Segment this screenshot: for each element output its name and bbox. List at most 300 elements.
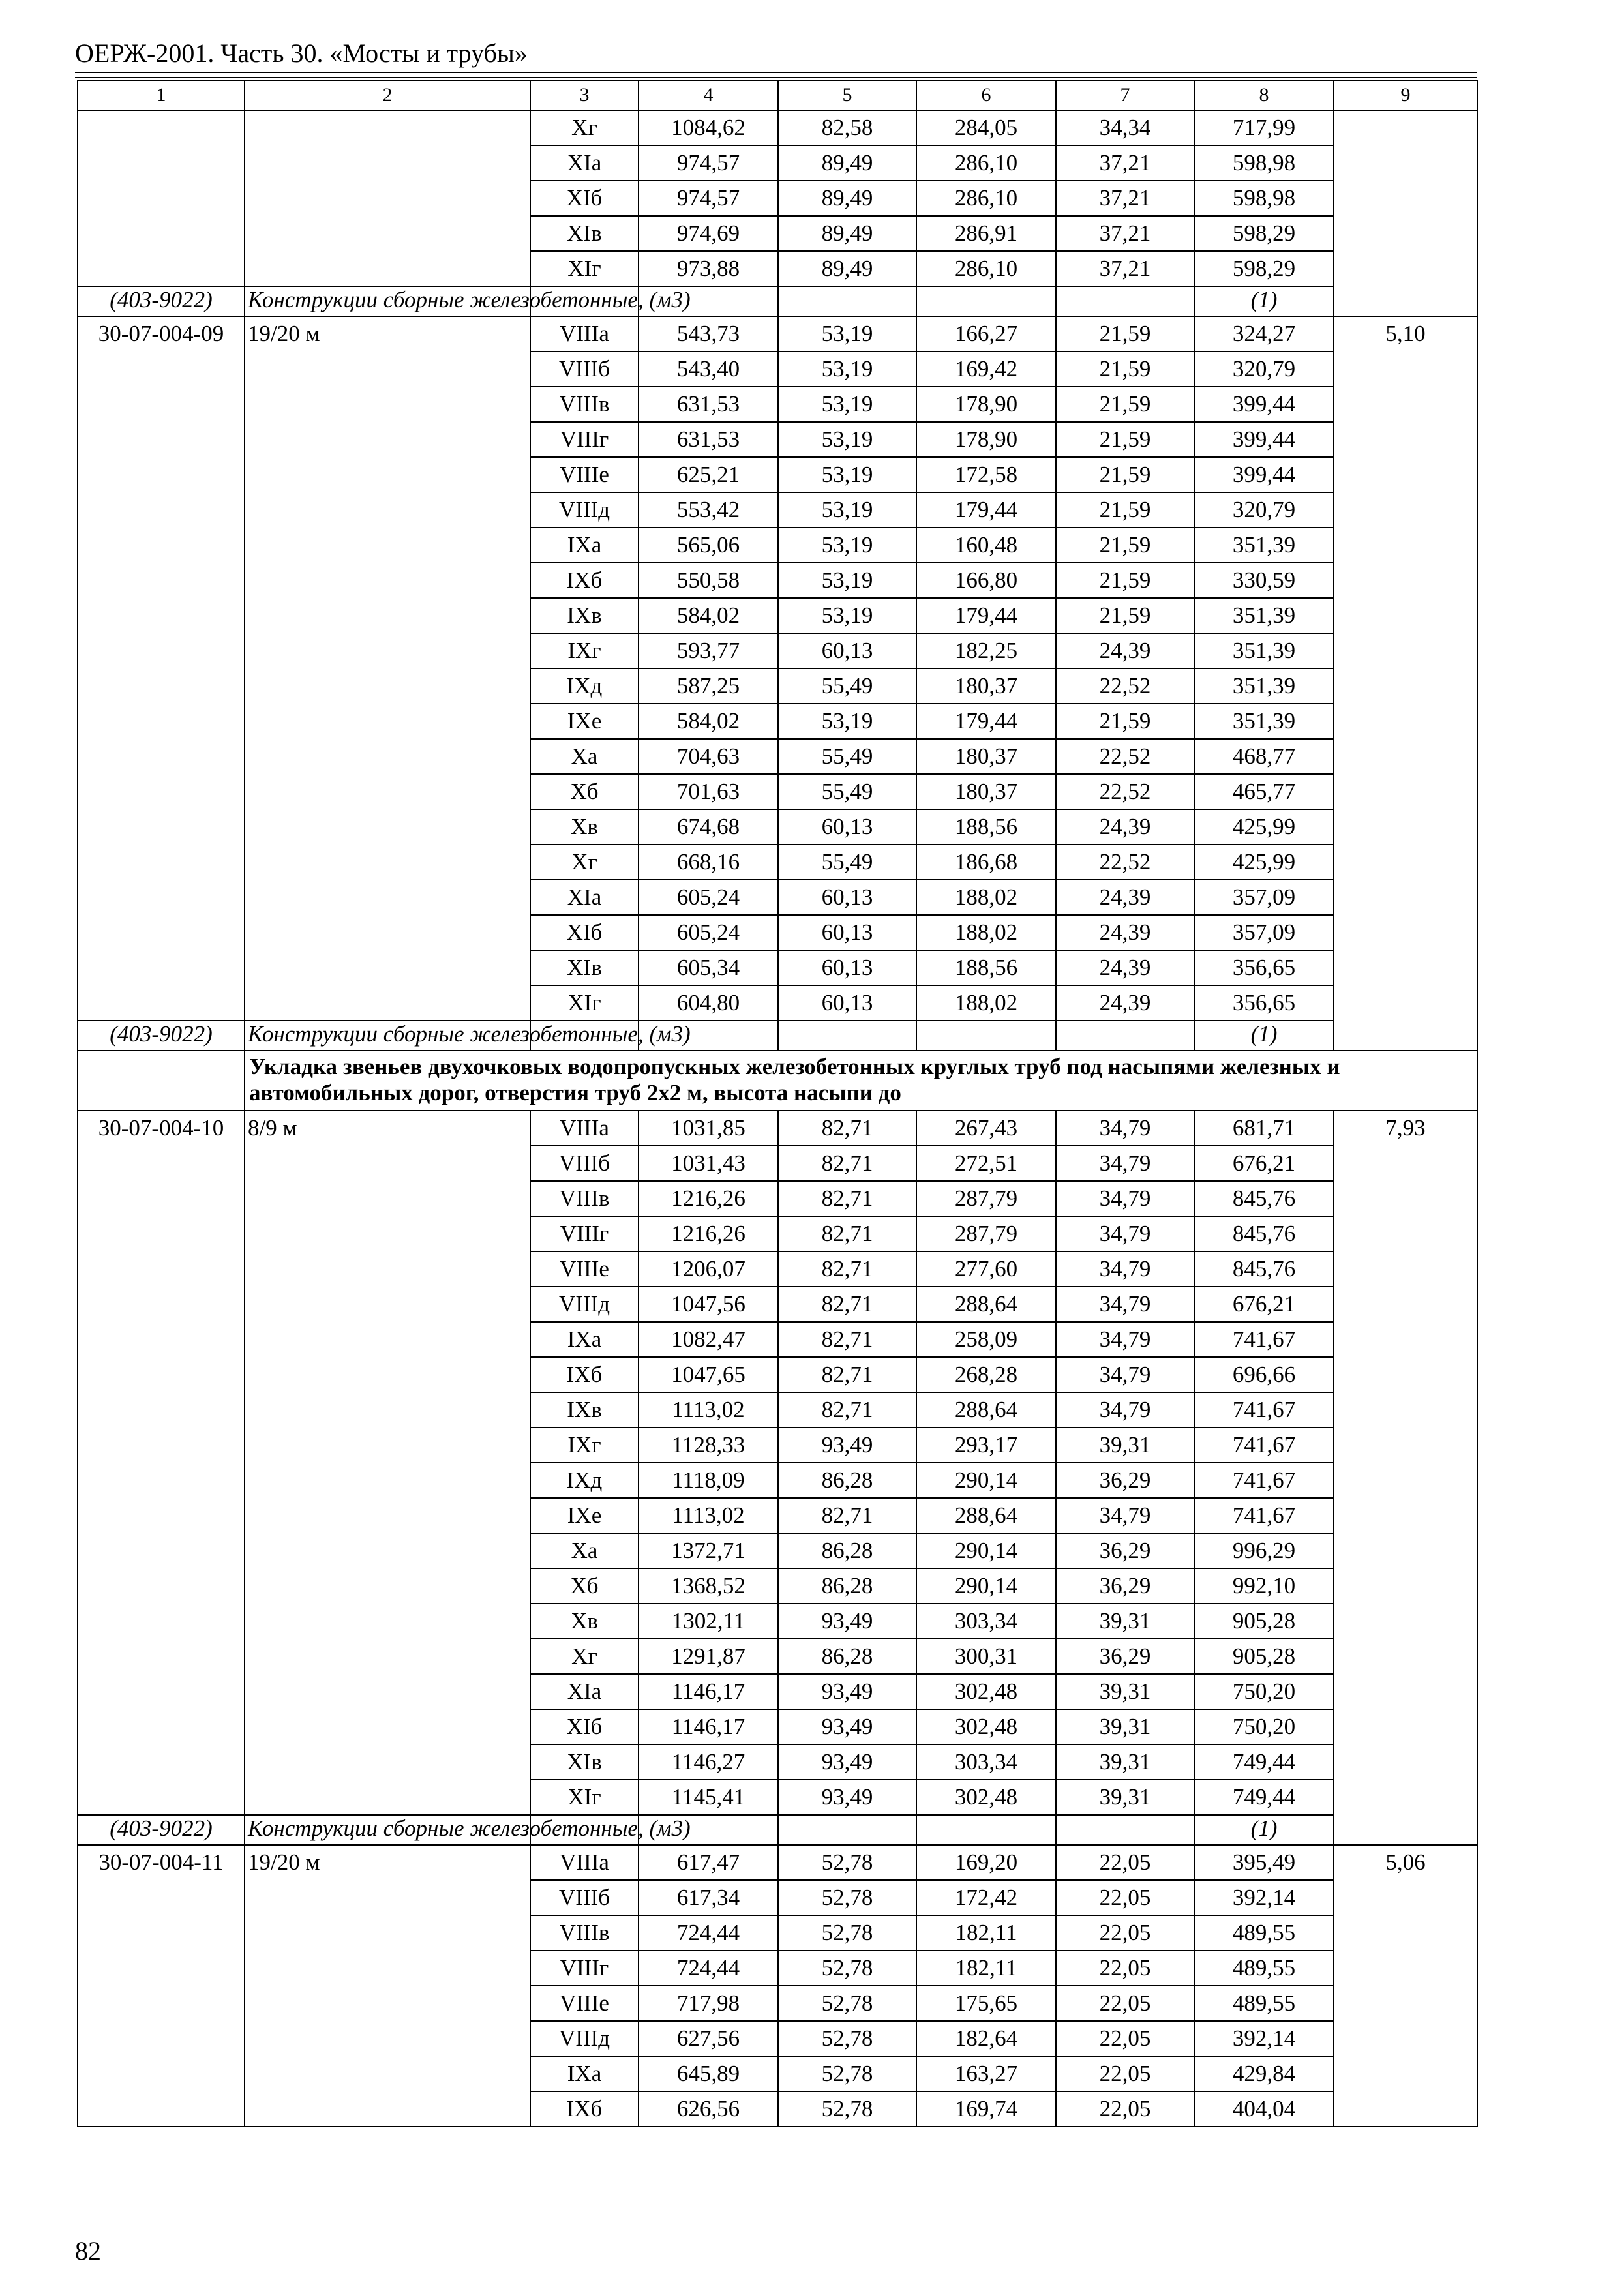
cell-col-5: 89,49 xyxy=(778,145,916,181)
cell-col-7: 39,31 xyxy=(1056,1674,1194,1709)
cell-col-3: IXе xyxy=(530,704,639,739)
cell-col-4: 974,69 xyxy=(639,216,778,251)
header-rule-bottom xyxy=(75,77,1477,78)
cell-col-3: Xб xyxy=(530,774,639,809)
cell-col-4: 701,63 xyxy=(639,774,778,809)
column-number-row xyxy=(78,80,1477,110)
cell-col-8: 351,39 xyxy=(1194,598,1334,633)
cell-col-8: 598,29 xyxy=(1194,251,1334,286)
cell-col-4: 1216,26 xyxy=(639,1181,778,1216)
cell-col-6: 166,80 xyxy=(916,563,1056,598)
cell-col-4: 1084,62 xyxy=(639,110,778,145)
cell-col-3: Xв xyxy=(530,809,639,845)
section-title: Укладка звеньев двухочковых водопропускных железобетонных круглых труб под насыпями железных и автомобильных дорог, отверстия труб 2x2 м, высота насыпи до xyxy=(245,1051,1477,1111)
cell-col-3: XIв xyxy=(530,1744,639,1780)
rate-name: 8/9 м xyxy=(245,1111,530,1815)
cell-col-7: 21,59 xyxy=(1056,316,1194,352)
cell-col-3: XIб xyxy=(530,1709,639,1744)
cell-col-3: XIг xyxy=(530,251,639,286)
cell-col-6: 286,10 xyxy=(916,181,1056,216)
cell-col-7: 21,59 xyxy=(1056,704,1194,739)
column-number-3: 3 xyxy=(530,80,639,110)
cell-col-7: 37,21 xyxy=(1056,145,1194,181)
page-header-title: ОЕРЖ-2001. Часть 30. «Мосты и трубы» xyxy=(75,38,528,68)
cell-col-3: IXб xyxy=(530,2091,639,2127)
cell-col-3: VIIIa xyxy=(530,316,639,352)
column-number-4: 4 xyxy=(639,80,778,110)
cell-col-6: 169,74 xyxy=(916,2091,1056,2127)
cell-col-6: 288,64 xyxy=(916,1498,1056,1533)
cell-col-4: 604,80 xyxy=(639,985,778,1021)
cell-col-8: 357,09 xyxy=(1194,880,1334,915)
cell-col-6: 178,90 xyxy=(916,387,1056,422)
cell-col-3: IXг xyxy=(530,633,639,668)
cell-col-5: 53,19 xyxy=(778,704,916,739)
cell-col-4: 1146,27 xyxy=(639,1744,778,1780)
rate-col9: 7,93 xyxy=(1334,1111,1477,1845)
cell-col-4: 973,88 xyxy=(639,251,778,286)
cell-col-8: 320,79 xyxy=(1194,352,1334,387)
cell-col-7: 21,59 xyxy=(1056,457,1194,492)
cell-col-4: 1206,07 xyxy=(639,1251,778,1287)
cell-col-6: 163,27 xyxy=(916,2056,1056,2091)
cell-col-3: XIб xyxy=(530,181,639,216)
cell-col-8: 351,39 xyxy=(1194,633,1334,668)
cell-col-3: XIa xyxy=(530,880,639,915)
cell-col-6: 169,42 xyxy=(916,352,1056,387)
cell-col-3: VIIIa xyxy=(530,1111,639,1146)
cell-col-4: 645,89 xyxy=(639,2056,778,2091)
cell-col-8: 696,66 xyxy=(1194,1357,1334,1392)
cell-col-8: 404,04 xyxy=(1194,2091,1334,2127)
rates-table xyxy=(77,80,1478,2127)
column-number-1: 1 xyxy=(78,80,245,110)
page-number: 82 xyxy=(75,2236,101,2266)
cell-col-7: 22,52 xyxy=(1056,739,1194,774)
cell-col-3: VIIIб xyxy=(530,1146,639,1181)
cell-col-5: 52,78 xyxy=(778,1986,916,2021)
rate-col9: 5,06 xyxy=(1334,1845,1477,2127)
cell-col-7: 24,39 xyxy=(1056,950,1194,985)
cell-col-5: 82,71 xyxy=(778,1251,916,1287)
cell-col-5: 52,78 xyxy=(778,1880,916,1915)
cell-col-4: 565,06 xyxy=(639,528,778,563)
cell-col-8: 351,39 xyxy=(1194,668,1334,704)
cell-col-3: VIIIд xyxy=(530,492,639,528)
cell-col-8: 351,39 xyxy=(1194,528,1334,563)
cell-col-4: 668,16 xyxy=(639,845,778,880)
cell-col-3: IXa xyxy=(530,528,639,563)
cell-col-4: 674,68 xyxy=(639,809,778,845)
cell-col-7: 22,05 xyxy=(1056,2091,1194,2127)
cell-col-4: 617,34 xyxy=(639,1880,778,1915)
cell-col-6: 188,02 xyxy=(916,985,1056,1021)
cell-col-6: 290,14 xyxy=(916,1568,1056,1604)
resource-empty-cell xyxy=(1056,1815,1194,1845)
resource-empty-cell xyxy=(1056,1021,1194,1051)
cell-col-7: 22,05 xyxy=(1056,1845,1194,1880)
cell-col-5: 93,49 xyxy=(778,1744,916,1780)
cell-col-8: 468,77 xyxy=(1194,739,1334,774)
cell-col-6: 179,44 xyxy=(916,598,1056,633)
cell-col-5: 89,49 xyxy=(778,181,916,216)
cell-col-5: 82,71 xyxy=(778,1322,916,1357)
cell-col-3: IXд xyxy=(530,668,639,704)
cell-col-6: 303,34 xyxy=(916,1744,1056,1780)
cell-col-3: XIг xyxy=(530,985,639,1021)
cell-col-8: 356,65 xyxy=(1194,985,1334,1021)
resource-empty-cell xyxy=(916,1021,1056,1051)
cell-col-8: 676,21 xyxy=(1194,1146,1334,1181)
cell-col-3: VIIIa xyxy=(530,1845,639,1880)
cell-col-4: 617,47 xyxy=(639,1845,778,1880)
cell-col-3: VIIIг xyxy=(530,422,639,457)
cell-col-7: 21,59 xyxy=(1056,352,1194,387)
rate-name: 19/20 м xyxy=(245,316,530,1021)
cell-col-8: 425,99 xyxy=(1194,809,1334,845)
cell-col-3: VIIIв xyxy=(530,1915,639,1951)
cell-col-3: XIг xyxy=(530,1780,639,1815)
cell-col-3: Xб xyxy=(530,1568,639,1604)
cell-col-6: 175,65 xyxy=(916,1986,1056,2021)
column-number-2: 2 xyxy=(245,80,530,110)
header-rule-top xyxy=(75,72,1477,73)
cell-col-5: 60,13 xyxy=(778,950,916,985)
cell-col-4: 553,42 xyxy=(639,492,778,528)
cell-col-6: 180,37 xyxy=(916,774,1056,809)
cell-col-6: 169,20 xyxy=(916,1845,1056,1880)
cell-col-7: 36,29 xyxy=(1056,1463,1194,1498)
cell-col-7: 39,31 xyxy=(1056,1780,1194,1815)
cell-col-6: 290,14 xyxy=(916,1463,1056,1498)
cell-col-3: XIв xyxy=(530,950,639,985)
cell-col-7: 24,39 xyxy=(1056,985,1194,1021)
table-row xyxy=(78,316,1477,352)
cell-col-6: 180,37 xyxy=(916,739,1056,774)
cell-col-6: 302,48 xyxy=(916,1780,1056,1815)
cell-col-5: 93,49 xyxy=(778,1604,916,1639)
cell-col-4: 1047,65 xyxy=(639,1357,778,1392)
cell-col-5: 86,28 xyxy=(778,1533,916,1568)
cell-col-3: VIIIг xyxy=(530,1951,639,1986)
cell-col-3: XIa xyxy=(530,1674,639,1709)
cell-col-5: 82,71 xyxy=(778,1146,916,1181)
cell-col-6: 172,58 xyxy=(916,457,1056,492)
cell-col-6: 286,10 xyxy=(916,251,1056,286)
rate-name: 19/20 м xyxy=(245,1845,530,2127)
cell-col-8: 681,71 xyxy=(1194,1111,1334,1146)
resource-name: Конструкции сборные железобетонные, (м3) xyxy=(245,1021,530,1051)
cell-col-3: XIб xyxy=(530,915,639,950)
cell-col-7: 34,79 xyxy=(1056,1392,1194,1428)
cell-col-8: 392,14 xyxy=(1194,1880,1334,1915)
cell-col-6: 182,11 xyxy=(916,1915,1056,1951)
cell-col-6: 186,68 xyxy=(916,845,1056,880)
cell-col-6: 267,43 xyxy=(916,1111,1056,1146)
cell-col-5: 52,78 xyxy=(778,1951,916,1986)
cell-col-5: 93,49 xyxy=(778,1674,916,1709)
cell-col-5: 53,19 xyxy=(778,316,916,352)
cell-col-7: 22,05 xyxy=(1056,1880,1194,1915)
cell-col-4: 1291,87 xyxy=(639,1639,778,1674)
resource-name: Конструкции сборные железобетонные, (м3) xyxy=(245,1815,530,1845)
cell-col-7: 22,05 xyxy=(1056,1915,1194,1951)
cell-col-4: 1368,52 xyxy=(639,1568,778,1604)
cell-col-3: IXб xyxy=(530,1357,639,1392)
cell-col-3: Xa xyxy=(530,1533,639,1568)
cell-col-5: 53,19 xyxy=(778,492,916,528)
cell-col-6: 172,42 xyxy=(916,1880,1056,1915)
cell-col-3: IXa xyxy=(530,1322,639,1357)
cell-col-8: 905,28 xyxy=(1194,1604,1334,1639)
cell-col-6: 180,37 xyxy=(916,668,1056,704)
cell-col-8: 392,14 xyxy=(1194,2021,1334,2056)
cell-col-3: IXб xyxy=(530,563,639,598)
cell-col-3: VIIIд xyxy=(530,1287,639,1322)
cell-col-7: 34,79 xyxy=(1056,1146,1194,1181)
cell-col-7: 39,31 xyxy=(1056,1428,1194,1463)
resource-code: (403-9022) xyxy=(78,286,245,316)
resource-empty-cell xyxy=(1056,286,1194,316)
cell-col-7: 34,79 xyxy=(1056,1216,1194,1251)
cell-col-5: 55,49 xyxy=(778,739,916,774)
cell-col-6: 182,64 xyxy=(916,2021,1056,2056)
cell-col-7: 22,52 xyxy=(1056,845,1194,880)
cell-col-6: 268,28 xyxy=(916,1357,1056,1392)
column-number-5: 5 xyxy=(778,80,916,110)
cell-col-3: VIIIд xyxy=(530,2021,639,2056)
cell-col-6: 288,64 xyxy=(916,1392,1056,1428)
cell-col-3: Xг xyxy=(530,110,639,145)
cell-col-7: 39,31 xyxy=(1056,1744,1194,1780)
cell-col-6: 179,44 xyxy=(916,492,1056,528)
cell-col-4: 625,21 xyxy=(639,457,778,492)
column-number-9: 9 xyxy=(1334,80,1477,110)
rate-col9 xyxy=(1334,110,1477,316)
cell-col-8: 399,44 xyxy=(1194,387,1334,422)
cell-col-3: Xг xyxy=(530,845,639,880)
cell-col-5: 82,71 xyxy=(778,1498,916,1533)
cell-col-4: 1128,33 xyxy=(639,1428,778,1463)
cell-col-4: 724,44 xyxy=(639,1915,778,1951)
cell-col-7: 34,79 xyxy=(1056,1111,1194,1146)
cell-col-7: 34,79 xyxy=(1056,1498,1194,1533)
cell-col-8: 845,76 xyxy=(1194,1216,1334,1251)
cell-col-5: 55,49 xyxy=(778,845,916,880)
cell-col-8: 324,27 xyxy=(1194,316,1334,352)
rate-code xyxy=(78,110,245,286)
cell-col-5: 82,71 xyxy=(778,1392,916,1428)
table-row xyxy=(78,110,1477,145)
cell-col-4: 584,02 xyxy=(639,598,778,633)
cell-col-7: 34,79 xyxy=(1056,1287,1194,1322)
cell-col-3: VIIIб xyxy=(530,352,639,387)
cell-col-5: 53,19 xyxy=(778,563,916,598)
resource-unit-note: (1) xyxy=(1194,286,1334,316)
cell-col-3: Xa xyxy=(530,739,639,774)
cell-col-3: VIIIе xyxy=(530,457,639,492)
cell-col-5: 89,49 xyxy=(778,251,916,286)
cell-col-5: 53,19 xyxy=(778,528,916,563)
cell-col-5: 53,19 xyxy=(778,422,916,457)
cell-col-5: 52,78 xyxy=(778,2056,916,2091)
cell-col-5: 82,71 xyxy=(778,1216,916,1251)
cell-col-5: 52,78 xyxy=(778,2021,916,2056)
cell-col-6: 182,11 xyxy=(916,1951,1056,1986)
cell-col-6: 179,44 xyxy=(916,704,1056,739)
cell-col-4: 584,02 xyxy=(639,704,778,739)
cell-col-5: 60,13 xyxy=(778,809,916,845)
cell-col-6: 277,60 xyxy=(916,1251,1056,1287)
cell-col-5: 60,13 xyxy=(778,633,916,668)
column-number-8: 8 xyxy=(1194,80,1334,110)
cell-col-8: 750,20 xyxy=(1194,1709,1334,1744)
cell-col-4: 1302,11 xyxy=(639,1604,778,1639)
cell-col-4: 1372,71 xyxy=(639,1533,778,1568)
cell-col-3: Xв xyxy=(530,1604,639,1639)
cell-col-6: 284,05 xyxy=(916,110,1056,145)
cell-col-4: 626,56 xyxy=(639,2091,778,2127)
section-title-row xyxy=(78,1051,1477,1111)
cell-col-6: 287,79 xyxy=(916,1181,1056,1216)
resource-empty-cell xyxy=(778,286,916,316)
cell-col-5: 53,19 xyxy=(778,457,916,492)
cell-col-8: 429,84 xyxy=(1194,2056,1334,2091)
cell-col-4: 1118,09 xyxy=(639,1463,778,1498)
cell-col-6: 166,27 xyxy=(916,316,1056,352)
cell-col-6: 293,17 xyxy=(916,1428,1056,1463)
cell-col-7: 37,21 xyxy=(1056,216,1194,251)
cell-col-8: 357,09 xyxy=(1194,915,1334,950)
cell-col-7: 37,21 xyxy=(1056,181,1194,216)
cell-col-8: 741,67 xyxy=(1194,1392,1334,1428)
cell-col-7: 39,31 xyxy=(1056,1604,1194,1639)
cell-col-7: 24,39 xyxy=(1056,880,1194,915)
cell-col-5: 93,49 xyxy=(778,1780,916,1815)
cell-col-6: 188,56 xyxy=(916,809,1056,845)
cell-col-8: 598,98 xyxy=(1194,145,1334,181)
cell-col-5: 53,19 xyxy=(778,598,916,633)
resource-row xyxy=(78,286,1477,316)
cell-col-4: 1146,17 xyxy=(639,1674,778,1709)
cell-col-4: 605,24 xyxy=(639,915,778,950)
cell-col-5: 86,28 xyxy=(778,1463,916,1498)
cell-col-8: 351,39 xyxy=(1194,704,1334,739)
cell-col-7: 34,79 xyxy=(1056,1357,1194,1392)
cell-col-5: 89,49 xyxy=(778,216,916,251)
rates-table-body xyxy=(78,80,1477,2127)
cell-col-8: 598,98 xyxy=(1194,181,1334,216)
cell-col-4: 627,56 xyxy=(639,2021,778,2056)
cell-col-7: 21,59 xyxy=(1056,492,1194,528)
cell-col-6: 287,79 xyxy=(916,1216,1056,1251)
cell-col-5: 52,78 xyxy=(778,1915,916,1951)
cell-col-5: 60,13 xyxy=(778,915,916,950)
cell-col-7: 21,59 xyxy=(1056,563,1194,598)
cell-col-7: 36,29 xyxy=(1056,1533,1194,1568)
cell-col-6: 290,14 xyxy=(916,1533,1056,1568)
resource-row xyxy=(78,1021,1477,1051)
cell-col-4: 1082,47 xyxy=(639,1322,778,1357)
cell-col-8: 320,79 xyxy=(1194,492,1334,528)
cell-col-4: 1031,85 xyxy=(639,1111,778,1146)
resource-code: (403-9022) xyxy=(78,1021,245,1051)
rate-code: 30-07-004-10 xyxy=(78,1111,245,1815)
cell-col-3: Xг xyxy=(530,1639,639,1674)
cell-col-5: 82,71 xyxy=(778,1111,916,1146)
cell-col-8: 845,76 xyxy=(1194,1181,1334,1216)
cell-col-3: XIв xyxy=(530,216,639,251)
rate-col9: 5,10 xyxy=(1334,316,1477,1051)
cell-col-4: 1113,02 xyxy=(639,1392,778,1428)
cell-col-8: 741,67 xyxy=(1194,1428,1334,1463)
cell-col-7: 22,52 xyxy=(1056,774,1194,809)
cell-col-5: 55,49 xyxy=(778,774,916,809)
cell-col-3: XIa xyxy=(530,145,639,181)
cell-col-4: 1145,41 xyxy=(639,1780,778,1815)
cell-col-4: 1146,17 xyxy=(639,1709,778,1744)
cell-col-8: 465,77 xyxy=(1194,774,1334,809)
resource-unit-note: (1) xyxy=(1194,1815,1334,1845)
cell-col-8: 425,99 xyxy=(1194,845,1334,880)
cell-col-4: 974,57 xyxy=(639,181,778,216)
cell-col-7: 34,34 xyxy=(1056,110,1194,145)
cell-col-7: 34,79 xyxy=(1056,1322,1194,1357)
cell-col-6: 303,34 xyxy=(916,1604,1056,1639)
resource-code: (403-9022) xyxy=(78,1815,245,1845)
rate-code: 30-07-004-11 xyxy=(78,1845,245,2127)
cell-col-7: 22,05 xyxy=(1056,1986,1194,2021)
cell-col-4: 605,34 xyxy=(639,950,778,985)
cell-col-4: 631,53 xyxy=(639,387,778,422)
cell-col-8: 992,10 xyxy=(1194,1568,1334,1604)
cell-col-5: 60,13 xyxy=(778,985,916,1021)
cell-col-7: 22,52 xyxy=(1056,668,1194,704)
cell-col-5: 93,49 xyxy=(778,1428,916,1463)
resource-unit-note: (1) xyxy=(1194,1021,1334,1051)
cell-col-5: 82,71 xyxy=(778,1181,916,1216)
cell-col-7: 24,39 xyxy=(1056,915,1194,950)
cell-col-7: 37,21 xyxy=(1056,251,1194,286)
cell-col-5: 86,28 xyxy=(778,1568,916,1604)
cell-col-3: IXг xyxy=(530,1428,639,1463)
cell-col-7: 22,05 xyxy=(1056,2021,1194,2056)
cell-col-8: 598,29 xyxy=(1194,216,1334,251)
cell-col-5: 86,28 xyxy=(778,1639,916,1674)
cell-col-7: 21,59 xyxy=(1056,598,1194,633)
cell-col-4: 1113,02 xyxy=(639,1498,778,1533)
resource-empty-cell xyxy=(916,286,1056,316)
cell-col-4: 974,57 xyxy=(639,145,778,181)
cell-col-8: 741,67 xyxy=(1194,1463,1334,1498)
cell-col-3: VIIIе xyxy=(530,1986,639,2021)
cell-col-5: 53,19 xyxy=(778,352,916,387)
cell-col-8: 356,65 xyxy=(1194,950,1334,985)
cell-col-4: 717,98 xyxy=(639,1986,778,2021)
cell-col-8: 399,44 xyxy=(1194,457,1334,492)
table-row xyxy=(78,1111,1477,1146)
rate-code: 30-07-004-09 xyxy=(78,316,245,1021)
cell-col-6: 286,91 xyxy=(916,216,1056,251)
cell-col-6: 272,51 xyxy=(916,1146,1056,1181)
cell-col-8: 395,49 xyxy=(1194,1845,1334,1880)
cell-col-6: 160,48 xyxy=(916,528,1056,563)
cell-col-8: 676,21 xyxy=(1194,1287,1334,1322)
cell-col-8: 489,55 xyxy=(1194,1951,1334,1986)
cell-col-4: 550,58 xyxy=(639,563,778,598)
resource-empty-cell xyxy=(778,1815,916,1845)
section-empty-cell xyxy=(78,1051,245,1111)
